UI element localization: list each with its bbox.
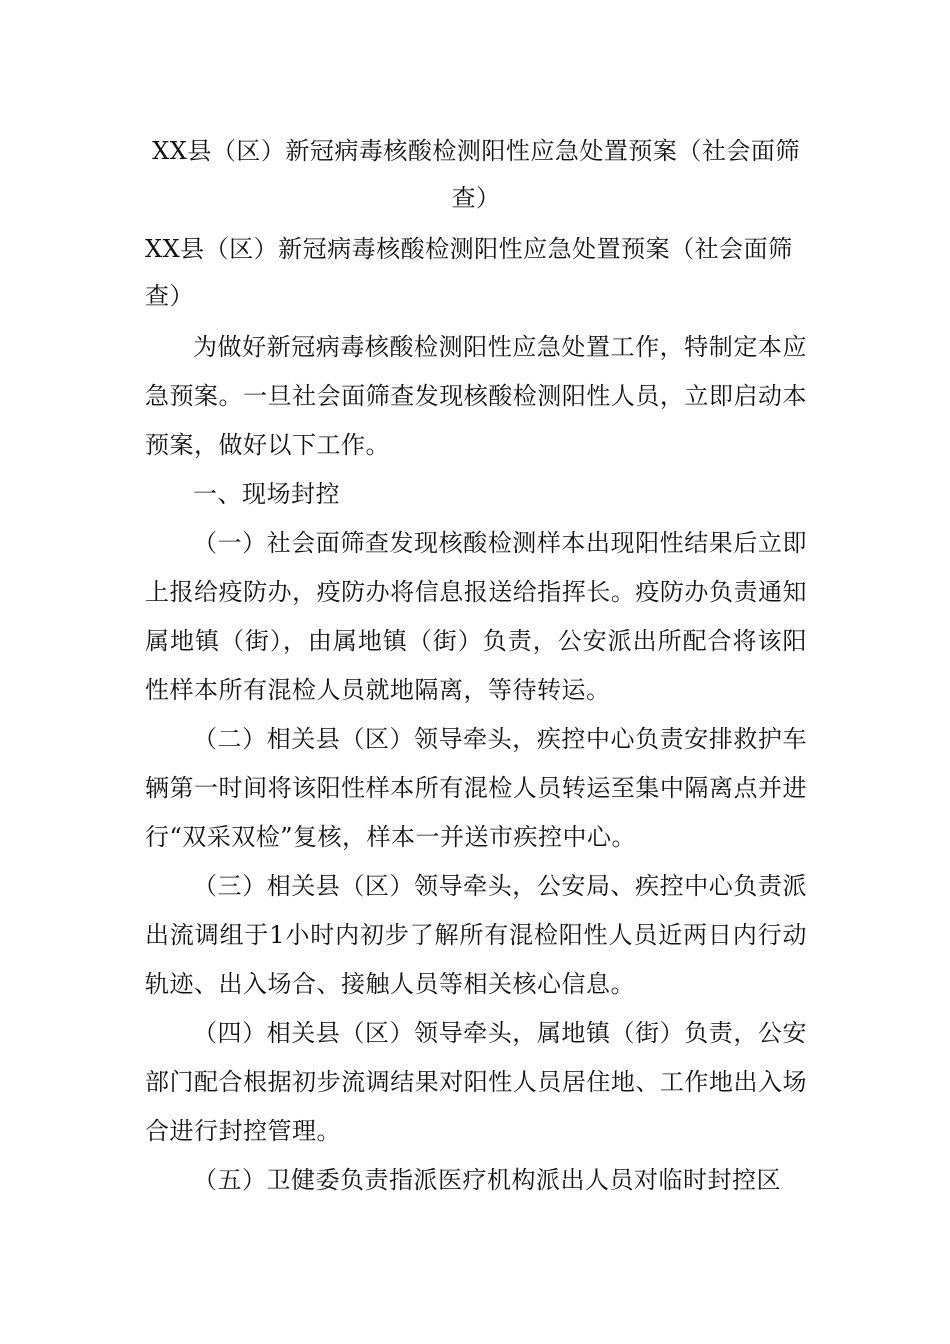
- list-item: （一）社会面筛查发现核酸检测样本出现阳性结果后立即上报给疫防办，疫防办将信息报送给指挥长。疫防办负责通知属地镇（街），由属地镇（街）负责，公安派出所配合将该阳性样本所有混检人员就地隔离，等待转运。: [145, 529, 807, 704]
- section-heading: 一、现场封控: [193, 480, 340, 508]
- intro-paragraph: 为做好新冠病毒核酸检测阳性应急处置工作，特制定本应急预案。一旦社会面筛查发现核酸检测阳性人员，立即启动本预案，做好以下工作。: [145, 333, 807, 459]
- document-body: [145, 128, 807, 1205]
- list-item: （四）相关县（区）领导牵头，属地镇（街）负责，公安部门配合根据初步流调结果对阳性人员居住地、工作地出入场合进行封控管理。: [145, 1019, 807, 1145]
- list-item: （五）卫健委负责指派医疗机构派出人员对临时封控区: [193, 1166, 781, 1194]
- document-title: XX县（区）新冠病毒核酸检测阳性应急处置预案（社会面筛查）: [152, 137, 800, 212]
- list-item: （二）相关县（区）领导牵头，疾控中心负责安排救护车辆第一时间将该阳性样本所有混检人员转运至集中隔离点并进行“双采双检”复核，样本一并送市疾控中心。: [145, 725, 807, 851]
- list-item: （三）相关县（区）领导牵头，公安局、疾控中心负责派出流调组于1小时内初步了解所有混检阳性人员近两日内行动轨迹、出入场合、接触人员等相关核心信息。: [145, 872, 807, 998]
- document-subtitle: XX县（区）新冠病毒核酸检测阳性应急处置预案（社会面筛查）: [145, 235, 793, 310]
